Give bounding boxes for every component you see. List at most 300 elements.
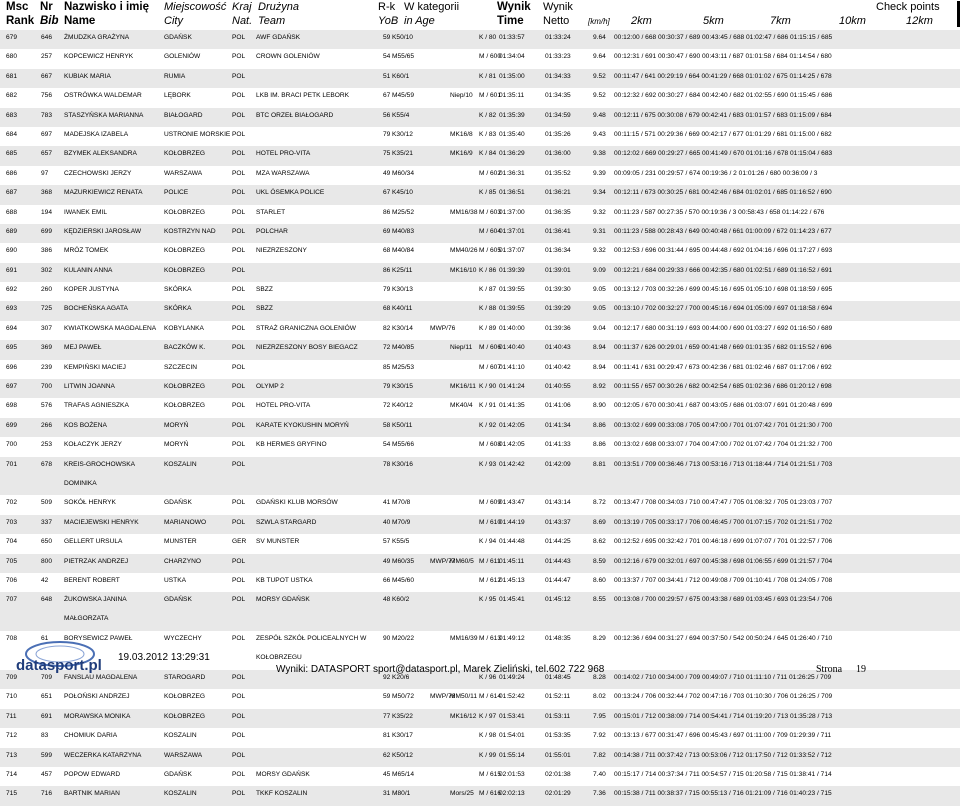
cell-cat: M40/83 <box>392 227 414 235</box>
cell-splits: 00:14:38 / 711 00:37:42 / 713 00:53:06 / 712 01:17:50 / 712 01:33:52 / 712 <box>614 751 832 759</box>
cell-time: 01:39:55 <box>499 286 525 294</box>
cell-rank: 708 <box>6 635 18 643</box>
cell-cat: M70/9 <box>392 518 411 526</box>
cell-class-2: MM60/5 <box>450 557 474 565</box>
cell-cat: K45/10 <box>392 189 413 197</box>
cell-splits: 00:11:41 / 631 00:29:47 / 673 00:42:36 / 681 01:02:46 / 687 01:17:06 / 692 <box>614 363 832 371</box>
cell-splits: 00:12:32 / 692 00:30:27 / 684 00:42:40 / 682 01:02:55 / 690 01:15:45 / 686 <box>614 92 833 100</box>
cell-splits: 00:11:47 / 641 00:29:19 / 664 00:41:29 / 668 01:01:02 / 675 01:14:25 / 678 <box>614 72 832 80</box>
cell-name: WECZERKA KATARZYNA <box>64 751 142 759</box>
cell-netto: 01:34:33 <box>545 72 571 80</box>
cell-kk: K / 93 <box>479 460 497 468</box>
cell-time: 01:52:42 <box>499 693 525 701</box>
table-row <box>0 263 960 282</box>
cell-speed: 8.28 <box>593 673 606 681</box>
cell-speed: 8.69 <box>593 518 606 526</box>
cell-yob: 90 <box>383 635 391 643</box>
cell-nat: POL <box>232 130 246 138</box>
header-name-en: Name <box>64 15 96 27</box>
cell-nat: POL <box>232 169 246 177</box>
cell-city: MARIANOWO <box>164 518 207 526</box>
cell-name: KUBIAK MARIA <box>64 72 111 80</box>
cell-bib: 266 <box>41 421 53 429</box>
cell-time: 01:43:47 <box>499 499 525 507</box>
cell-bib: 650 <box>41 538 53 546</box>
cell-kk: M / 603 <box>479 208 501 216</box>
cell-kk: M / 601 <box>479 92 501 100</box>
cell-kk: K / 97 <box>479 712 497 720</box>
table-row <box>0 224 960 243</box>
cell-team: SBZZ <box>256 286 273 294</box>
cell-time: 01:55:14 <box>499 751 525 759</box>
cell-time: 01:45:11 <box>499 557 525 565</box>
header-name: Nazwisko i imię <box>64 1 150 13</box>
cell-time: 01:41:10 <box>499 363 525 371</box>
cell-yob: 41 <box>383 499 391 507</box>
cell-splits: 00:13:10 / 702 00:32:27 / 700 00:45:16 / 694 01:05:09 / 697 01:18:58 / 694 <box>614 305 833 313</box>
cell-kk: M / 611 <box>479 557 501 565</box>
cell-name: KREIS-GROCHOWSKA <box>64 460 136 468</box>
cell-bib: 257 <box>41 53 53 61</box>
cell-city: POLICE <box>164 189 189 197</box>
cell-name: ŻUKOWSKA JANINA <box>64 596 127 604</box>
cell-nat: POL <box>232 92 246 100</box>
cell-city: KOSZALIN <box>164 460 197 468</box>
cell-yob: 49 <box>383 557 391 565</box>
cell-splits: 00:13:51 / 709 00:36:46 / 713 00:53:16 / 713 01:18:44 / 714 01:21:51 / 703 <box>614 460 833 468</box>
cell-yob: 59 <box>383 693 391 701</box>
cell-speed: 9.32 <box>593 247 606 255</box>
table-row <box>0 30 960 49</box>
cell-yob: 56 <box>383 111 391 119</box>
cell-time: 01:36:51 <box>499 189 525 197</box>
cell-nat: POL <box>232 344 246 352</box>
cell-kk: M / 604 <box>479 227 501 235</box>
header-rank-en: Rank <box>6 15 35 27</box>
cell-splits: 00:13:37 / 707 00:34:41 / 712 00:49:08 / 709 01:10:41 / 708 01:24:05 / 708 <box>614 576 833 584</box>
cell-name-line2: DOMINIKA <box>64 479 97 487</box>
cell-city: KOŁOBRZEG <box>164 247 206 255</box>
cell-nat: POL <box>232 576 246 584</box>
cell-speed: 9.52 <box>593 92 606 100</box>
cell-bib: 725 <box>41 305 53 313</box>
cell-cat: M45/59 <box>392 92 414 100</box>
cell-city: KOSTRZYN NAD <box>164 227 216 235</box>
cell-team: POLCHAR <box>256 227 288 235</box>
cell-netto: 01:34:59 <box>545 111 571 119</box>
cell-kk: K / 91 <box>479 402 497 410</box>
header-team: Drużyna <box>258 1 299 13</box>
cell-netto: 01:40:42 <box>545 363 571 371</box>
cell-netto: 01:39:01 <box>545 266 571 274</box>
header-result-netto: Wynik <box>543 1 573 13</box>
cell-nat: POL <box>232 247 246 255</box>
cell-class: MM40/26 <box>450 247 478 255</box>
cell-yob: 54 <box>383 441 391 449</box>
cell-speed: 9.52 <box>593 72 606 80</box>
cell-rank: 693 <box>6 305 18 313</box>
cell-rank: 697 <box>6 383 18 391</box>
cell-name: SOKÓŁ HENRYK <box>64 499 116 507</box>
cell-splits: 00:13:19 / 705 00:33:17 / 706 00:46:45 / 700 01:07:15 / 702 01:21:51 / 702 <box>614 518 833 526</box>
cell-rank: 701 <box>6 460 18 468</box>
cell-rank: 709 <box>6 673 18 681</box>
cell-netto: 01:40:43 <box>545 344 571 352</box>
cell-city: LĘBORK <box>164 92 191 100</box>
cell-class-2: MM50/11 <box>450 693 477 701</box>
cell-name: TRAFAS AGNIESZKA <box>64 402 129 410</box>
cell-nat: POL <box>232 770 246 778</box>
cell-yob: 66 <box>383 576 391 584</box>
cell-speed: 9.32 <box>593 208 606 216</box>
cell-nat: POL <box>232 596 246 604</box>
cell-kk: M / 614 <box>479 693 501 701</box>
cell-rank: 695 <box>6 344 18 352</box>
cell-team: NIEZRZESZONY BOSY BIEGACZ <box>256 344 358 352</box>
cell-rank: 698 <box>6 402 18 410</box>
cell-class: MWP/77 <box>430 557 456 565</box>
cell-cat: K30/12 <box>392 130 413 138</box>
cell-bib: 599 <box>41 751 53 759</box>
cell-name: BZYMEK ALEKSANDRA <box>64 150 137 158</box>
table-row <box>0 786 960 805</box>
cell-cat: M45/60 <box>392 576 414 584</box>
cell-splits: 00:15:38 / 711 00:38:37 / 715 00:55:13 / 716 01:21:09 / 716 01:40:23 / 715 <box>614 790 832 798</box>
cell-name: STASZYŃSKA MARIANNA <box>64 111 144 119</box>
page-label: Strona <box>816 664 843 675</box>
cell-bib: 386 <box>41 247 53 255</box>
table-row <box>0 534 960 553</box>
cell-time: 01:42:05 <box>499 441 525 449</box>
header-cp-2km: 2km <box>631 15 652 27</box>
cell-splits: 00:12:05 / 670 00:30:41 / 687 00:43:05 / 686 01:03:07 / 691 01:20:48 / 699 <box>614 402 833 410</box>
cell-netto: 01:36:41 <box>545 227 571 235</box>
table-row <box>0 49 960 68</box>
cell-kk: M / 608 <box>479 441 501 449</box>
cell-yob: 31 <box>383 790 391 798</box>
cell-bib: 657 <box>41 150 53 158</box>
table-row <box>0 301 960 320</box>
cell-splits: 00:13:12 / 703 00:32:26 / 699 00:45:16 / 695 01:05:10 / 698 01:18:59 / 695 <box>614 286 833 294</box>
header-rk: R-k <box>378 1 396 13</box>
cell-netto: 01:53:35 <box>545 732 571 740</box>
cell-team: STARLET <box>256 208 286 216</box>
cell-name: POPOW EDWARD <box>64 770 121 778</box>
cell-splits: 00:12:21 / 684 00:29:33 / 666 00:42:35 / 680 01:02:51 / 689 01:16:52 / 691 <box>614 266 833 274</box>
cell-time: 01:35:40 <box>499 130 525 138</box>
cell-cat: M70/8 <box>392 499 411 507</box>
cell-yob: 58 <box>383 421 391 429</box>
table-row <box>0 185 960 204</box>
cell-cat: K40/12 <box>392 402 413 410</box>
header-nat-en: Nat. <box>232 15 253 27</box>
cell-nat: POL <box>232 732 246 740</box>
cell-time: 01:49:24 <box>499 673 525 681</box>
cell-team: STRAŻ GRANICZNA GOLENIÓW <box>256 324 357 332</box>
cell-team: KB TUPOT USTKA <box>256 576 313 584</box>
cell-team: OLYMP 2 <box>256 383 284 391</box>
cell-netto: 01:45:12 <box>545 596 571 604</box>
cell-time: 01:36:29 <box>499 150 525 158</box>
table-row <box>0 88 960 107</box>
cell-yob: 78 <box>383 460 391 468</box>
table-row <box>0 767 960 786</box>
cell-netto: 01:35:52 <box>545 169 571 177</box>
table-row <box>0 709 960 728</box>
table-header <box>0 0 960 30</box>
table-row <box>0 166 960 185</box>
cell-yob: 79 <box>383 130 391 138</box>
cell-speed: 9.05 <box>593 286 606 294</box>
cell-speed: 8.94 <box>593 363 606 371</box>
cell-bib: 667 <box>41 72 53 80</box>
cell-speed: 7.92 <box>593 732 606 740</box>
cell-splits: 00:14:02 / 710 00:34:00 / 709 00:49:07 / 710 01:11:10 / 711 01:26:25 / 709 <box>614 673 832 681</box>
cell-speed: 9.31 <box>593 227 606 235</box>
cell-cat: K35/21 <box>392 150 413 158</box>
cell-cat: K30/14 <box>392 324 413 332</box>
cell-kk: M / 610 <box>479 518 501 526</box>
cell-rank: 692 <box>6 286 18 294</box>
cell-yob: 57 <box>383 538 391 546</box>
cell-name: KOPER JUSTYNA <box>64 286 119 294</box>
table-row <box>0 592 960 631</box>
cell-splits: 00:11:15 / 571 00:29:36 / 669 00:42:17 / 677 01:01:29 / 681 01:15:00 / 682 <box>614 130 832 138</box>
cell-name: MORAWSKA MONIKA <box>64 712 131 720</box>
cell-speed: 9.39 <box>593 169 606 177</box>
table-row <box>0 146 960 165</box>
cell-bib: 783 <box>41 111 53 119</box>
cell-name: KEMPIŃSKI MACIEJ <box>64 363 126 371</box>
cell-cat: M55/65 <box>392 53 414 61</box>
cell-speed: 9.04 <box>593 324 606 332</box>
cell-netto: 01:42:09 <box>545 460 571 468</box>
cell-splits: 00:12:36 / 694 00:31:27 / 694 00:37:50 / 542 00:50:24 / 645 01:26:40 / 710 <box>614 635 833 643</box>
cell-nat: POL <box>232 751 246 759</box>
cell-rank: 680 <box>6 53 18 61</box>
cell-rank: 679 <box>6 34 18 41</box>
cell-nat: POL <box>232 266 246 274</box>
contact-info: Wyniki: DATASPORT sport@datasport.pl, Marek Zieliński, tel.602 722 968 <box>276 664 605 675</box>
cell-yob: 59 <box>383 34 391 41</box>
cell-speed: 7.82 <box>593 751 606 759</box>
cell-name: KULANIN ANNA <box>64 266 113 274</box>
cell-rank: 682 <box>6 92 18 100</box>
cell-nat: POL <box>232 383 246 391</box>
cell-yob: 86 <box>383 208 391 216</box>
cell-team: GDAŃSKI KLUB MORSÓW <box>256 499 338 507</box>
cell-kk: M / 607 <box>479 363 501 371</box>
header-netto-en: Netto <box>543 15 570 27</box>
cell-kk: M / 609 <box>479 499 501 507</box>
cell-bib: 457 <box>41 770 53 778</box>
cell-netto: 01:41:33 <box>545 441 571 449</box>
cell-rank: 696 <box>6 363 18 371</box>
cell-time: 01:45:41 <box>499 596 525 604</box>
cell-netto: 01:44:43 <box>545 557 571 565</box>
cell-speed: 8.59 <box>593 557 606 565</box>
cell-bib: 651 <box>41 693 53 701</box>
cell-nat: GER <box>232 538 247 546</box>
cell-nat: POL <box>232 53 246 61</box>
table-row <box>0 515 960 534</box>
cell-yob: 85 <box>383 363 391 371</box>
cell-nat: POL <box>232 150 246 158</box>
cell-kk: K / 83 <box>479 130 497 138</box>
header-cp-5km: 5km <box>703 15 724 27</box>
cell-splits: 00:13:24 / 706 00:32:44 / 702 00:47:16 / 703 01:10:30 / 706 01:26:25 / 709 <box>614 693 833 701</box>
header-team-en: Team <box>258 15 286 27</box>
cell-city: MORYŃ <box>164 441 189 449</box>
cell-rank: 691 <box>6 266 18 274</box>
cell-class: MK16/10 <box>450 266 477 274</box>
cell-cat: M25/53 <box>392 363 414 371</box>
cell-kk: M / 605 <box>479 247 501 255</box>
cell-speed: 8.02 <box>593 693 606 701</box>
cell-rank: 700 <box>6 441 18 449</box>
header-city: Miejscowość <box>164 1 227 13</box>
cell-netto: 01:33:23 <box>545 53 571 61</box>
cell-rank: 681 <box>6 72 18 80</box>
cell-time: 01:44:48 <box>499 538 525 546</box>
cell-cat: K20/6 <box>392 673 410 681</box>
cell-rank: 710 <box>6 693 18 701</box>
cell-kk: K / 88 <box>479 305 497 313</box>
cell-yob: 51 <box>383 72 391 80</box>
cell-kk: K / 92 <box>479 421 497 429</box>
cell-nat: POL <box>232 72 246 80</box>
cell-city: CHARZYNO <box>164 557 201 565</box>
cell-splits: 00:15:17 / 714 00:37:34 / 711 00:54:57 / 715 01:20:58 / 715 01:38:41 / 714 <box>614 770 832 778</box>
cell-netto: 01:36:34 <box>545 247 571 255</box>
cell-name: BERENT ROBERT <box>64 576 120 584</box>
cell-netto: 02:01:29 <box>545 790 571 798</box>
cell-bib: 709 <box>41 673 53 681</box>
header-cp-12km: 12km <box>906 15 933 27</box>
cell-yob: 54 <box>383 53 391 61</box>
cell-yob: 40 <box>383 518 391 526</box>
cell-nat: POL <box>232 111 246 119</box>
cell-netto: 01:55:01 <box>545 751 571 759</box>
cell-name: IWANEK EMIL <box>64 208 107 216</box>
cell-cat: M65/14 <box>392 770 414 778</box>
cell-kk: K / 96 <box>479 673 497 681</box>
cell-rank: 688 <box>6 208 18 216</box>
header-category: W kategorii <box>404 1 460 13</box>
cell-bib: 337 <box>41 518 53 526</box>
cell-yob: 72 <box>383 402 391 410</box>
cell-rank: 704 <box>6 538 18 546</box>
cell-splits: 00:11:23 / 587 00:27:35 / 570 00:19:36 / 3 00:58:43 / 658 01:14:22 / 676 <box>614 208 825 216</box>
cell-class: MK40/4 <box>450 402 473 410</box>
cell-team: NIEZRZESZONY <box>256 247 307 255</box>
cell-splits: 00:12:16 / 679 00:32:01 / 697 00:45:38 / 698 01:06:55 / 699 01:21:57 / 704 <box>614 557 833 565</box>
cell-city: SKÓRKA <box>164 286 192 294</box>
cell-kk: K / 82 <box>479 111 497 119</box>
cell-kk: M / 600 <box>479 53 501 61</box>
cell-city: KOŁOBRZEG <box>164 383 206 391</box>
cell-cat: K55/5 <box>392 538 410 546</box>
cell-team: MZA WARSZAWA <box>256 169 310 177</box>
cell-cat: K35/22 <box>392 712 413 720</box>
cell-class: MK16/12 <box>450 712 477 720</box>
cell-cat: M60/34 <box>392 169 414 177</box>
cell-bib: 239 <box>41 363 53 371</box>
cell-splits: 00:12:17 / 680 00:31:19 / 693 00:44:00 / 690 01:03:27 / 692 01:16:50 / 689 <box>614 324 833 332</box>
cell-name: LITWIN JOANNA <box>64 383 115 391</box>
cell-speed: 9.64 <box>593 34 606 41</box>
cell-time: 01:35:00 <box>499 72 525 80</box>
cell-splits: 00:12:53 / 696 00:31:44 / 695 00:44:48 / 692 01:04:16 / 696 01:17:27 / 693 <box>614 247 833 255</box>
cell-name: BOCHEŃSKA AGATA <box>64 305 128 313</box>
cell-kk: K / 90 <box>479 383 497 391</box>
cell-nat: POL <box>232 421 246 429</box>
cell-city: RUMIA <box>164 72 186 80</box>
table-row <box>0 282 960 301</box>
table-row <box>0 108 960 127</box>
cell-name: ŻMUDZKA GRAŻYNA <box>64 34 130 41</box>
cell-nat: POL <box>232 402 246 410</box>
cell-cat: M50/72 <box>392 693 414 701</box>
cell-netto: 01:44:25 <box>545 538 571 546</box>
cell-nat: POL <box>232 227 246 235</box>
cell-speed: 8.92 <box>593 383 606 391</box>
cell-city: KOBYLANKA <box>164 324 204 332</box>
cell-yob: 79 <box>383 286 391 294</box>
cell-rank: 684 <box>6 130 18 138</box>
cell-nat: POL <box>232 460 246 468</box>
cell-time: 01:44:19 <box>499 518 525 526</box>
header-age-en: in Age <box>404 15 435 27</box>
cell-netto: 01:40:55 <box>545 383 571 391</box>
cell-bib: 509 <box>41 499 53 507</box>
cell-speed: 8.81 <box>593 460 606 468</box>
cell-netto: 01:39:36 <box>545 324 571 332</box>
cell-time: 01:35:11 <box>499 92 525 100</box>
cell-nat: POL <box>232 286 246 294</box>
cell-netto: 01:41:34 <box>545 421 571 429</box>
cell-yob: 86 <box>383 266 391 274</box>
cell-time: 01:41:35 <box>499 402 525 410</box>
cell-kk: K / 87 <box>479 286 497 294</box>
cell-city: WYCZECHY <box>164 635 202 643</box>
cell-class: MK16/11 <box>450 383 476 391</box>
print-timestamp: 19.03.2012 13:29:31 <box>118 652 210 663</box>
cell-bib: 697 <box>41 130 53 138</box>
cell-netto: 01:48:35 <box>545 635 571 643</box>
header-speed-unit: [km/h] <box>588 17 610 26</box>
cell-class: MWP/78 <box>430 693 456 701</box>
cell-speed: 7.95 <box>593 712 606 720</box>
cell-rank: 713 <box>6 751 18 759</box>
cell-bib: 42 <box>41 576 49 584</box>
cell-city: USTRONIE MORSKIE <box>164 130 231 138</box>
cell-yob: 48 <box>383 596 391 604</box>
cell-city: KOSZALIN <box>164 732 197 740</box>
cell-city: KOŁOBRZEG <box>164 266 206 274</box>
cell-kk: M / 606 <box>479 344 501 352</box>
cell-city: KOŁOBRZEG <box>164 402 206 410</box>
cell-nat: POL <box>232 712 246 720</box>
cell-netto: 01:36:00 <box>545 150 571 158</box>
table-row <box>0 437 960 456</box>
cell-netto: 01:52:11 <box>545 693 571 701</box>
cell-speed: 9.34 <box>593 189 606 197</box>
cell-bib: 648 <box>41 596 53 604</box>
cell-nat: POL <box>232 34 246 41</box>
cell-rank: 699 <box>6 421 18 429</box>
cell-cat: K60/1 <box>392 72 410 80</box>
